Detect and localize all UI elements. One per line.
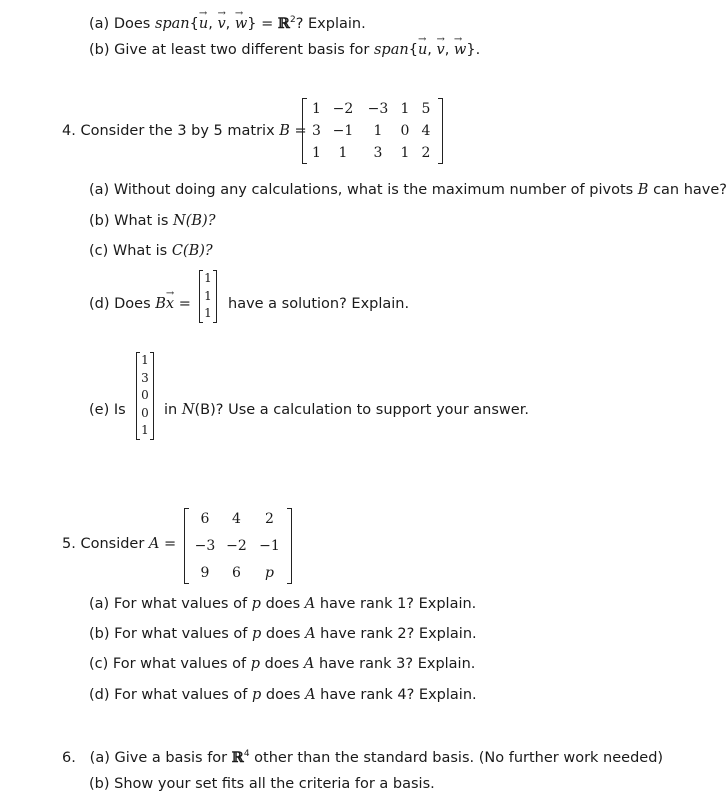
q4-intro-text: Consider the 3 by 5 matrix <box>80 123 275 139</box>
q3-part-a <box>89 11 366 33</box>
q5-d-label: (d) <box>89 687 110 703</box>
q4-matrix-name: B <box>279 123 290 139</box>
vector-entry: 0 <box>141 405 149 420</box>
matrix-cell: 6 <box>232 565 241 581</box>
q4-matrix-B <box>308 98 437 164</box>
q6-a-exp: 4 <box>243 749 250 759</box>
q6-number: 6. <box>62 749 76 766</box>
q4-e-N: N <box>181 402 195 418</box>
q4-e-label: (e) <box>89 402 110 418</box>
matrix-cell: 1 <box>400 145 410 161</box>
q4-e-column-vector <box>140 352 150 440</box>
q3-a-vec-u: u → <box>199 15 208 33</box>
q4-d-text: Does <box>114 296 151 312</box>
matrix-cell: 3 <box>373 145 383 161</box>
q5-d-p: p <box>252 687 262 703</box>
matrix-cell: 4 <box>232 511 241 527</box>
matrix-cell: −1 <box>259 538 280 554</box>
q3-b-span: span <box>373 42 409 58</box>
q4-d-eq: = <box>178 296 191 312</box>
q4-equals: = <box>294 123 307 139</box>
q5-equals: = <box>164 536 177 552</box>
matrix-cell: −3 <box>194 538 216 554</box>
q5-c-text: For what values of <box>112 656 247 672</box>
q5-d-text: For what values of <box>114 687 248 703</box>
q4-number: 4. <box>62 123 76 139</box>
vector-entry: 1 <box>204 271 212 285</box>
q4-d-label: (d) <box>89 296 110 312</box>
q3-a-label: (a) <box>89 15 110 32</box>
q3-a-exp: 2 <box>289 15 296 25</box>
vector-entry: 3 <box>141 370 149 385</box>
q3-a-comma: , <box>225 15 231 32</box>
q5-a-mid: does <box>265 596 301 612</box>
matrix-cell: 5 <box>421 101 431 117</box>
q4-a-text: Without doing any calculations, what is the maximum number of pivots <box>113 182 634 198</box>
q4-part-c <box>89 242 213 260</box>
q5-part-b <box>89 625 477 643</box>
q5-a-end: have rank 1? Explain. <box>319 596 477 612</box>
q5-b-mid: does <box>265 626 301 642</box>
q4-e-post: (B)? Use a calculation to support your answer. <box>194 402 529 418</box>
q6-a-label: (a) <box>89 749 110 766</box>
q5-part-a <box>89 595 476 613</box>
q4-b-N: N <box>173 213 186 229</box>
q6-part-a <box>62 745 663 767</box>
matrix-cell: 1 <box>400 101 410 117</box>
q3-b-open: { <box>408 42 418 58</box>
matrix-cell: 4 <box>421 123 431 139</box>
matrix-cell: 1 <box>312 101 321 117</box>
q4-d-vec-x: x → <box>166 295 174 313</box>
q3-part-b <box>89 41 480 59</box>
matrix-cell: −2 <box>332 101 354 117</box>
q4-e-text: Is <box>113 402 126 418</box>
q5-matrix-name: A <box>148 536 160 552</box>
vector-entry: 0 <box>141 388 149 402</box>
q4-part-d <box>89 295 191 313</box>
q5-a-label: (a) <box>89 596 110 612</box>
matrix-cell: 3 <box>312 123 321 139</box>
q5-part-c <box>89 655 475 673</box>
q5-part-d <box>89 686 477 704</box>
q3-b-vec-u: u → <box>418 41 427 59</box>
q6-a-post: other than the standard basis. (No further work needed) <box>254 749 664 766</box>
q4-b-label: (b) <box>89 213 110 229</box>
q4-e-rest <box>164 401 529 419</box>
matrix-cell: 2 <box>265 511 274 527</box>
q4-c-text: What is <box>112 243 168 259</box>
matrix-cell: 1 <box>312 145 321 161</box>
q3-b-close: }. <box>466 42 481 58</box>
vector-entry: 1 <box>204 288 212 303</box>
q3-a-open: { <box>189 15 199 32</box>
q4-c-C: C <box>171 243 183 259</box>
q5-b-end: have rank 2? Explain. <box>320 626 477 642</box>
q4-a-B: B <box>637 182 649 198</box>
q4-part-a <box>89 181 727 199</box>
q5-a-p: p <box>251 596 261 612</box>
q5-b-label: (b) <box>89 626 110 642</box>
q4-a-end: can have? <box>653 182 727 198</box>
q5-d-end: have rank 4? Explain. <box>320 687 477 703</box>
q5-matrix-A <box>190 508 286 584</box>
q3-b-comma: , <box>427 42 432 58</box>
matrix-cell: −3 <box>367 101 389 117</box>
q6-part-b <box>89 775 435 793</box>
q5-intro-text: Consider <box>80 536 145 552</box>
matrix-cell: 1 <box>373 123 383 139</box>
q4-d-B: B <box>155 296 166 312</box>
q5-c-A: A <box>303 656 315 672</box>
q4-part-e <box>89 401 126 419</box>
q5-b-text: For what values of <box>114 626 248 642</box>
q5-c-p: p <box>250 656 261 672</box>
q4-e-in: in <box>164 402 178 418</box>
q5-a-A: A <box>304 596 316 612</box>
q3-b-comma: , <box>444 42 450 58</box>
q5-a-text: For what values of <box>113 596 248 612</box>
q6-b-text: Show your set fits all the criteria for a basis. <box>114 776 435 792</box>
q3-a-comma: , <box>208 15 213 32</box>
q6-a-R: ℝ <box>231 748 244 766</box>
q4-intro <box>62 122 307 140</box>
matrix-cell: 2 <box>421 145 431 161</box>
matrix-cell: −2 <box>226 538 247 554</box>
q3-a-span: span <box>154 15 190 32</box>
q5-intro <box>62 535 176 553</box>
q4-d-post: have a solution? Explain. <box>228 296 410 312</box>
q4-b-text: What is <box>114 213 169 229</box>
q4-a-label: (a) <box>89 182 110 198</box>
q5-c-end: have rank 3? Explain. <box>318 656 476 672</box>
matrix-cell: −1 <box>332 123 354 139</box>
vector-entry: 1 <box>204 306 212 320</box>
q5-b-p: p <box>252 626 262 642</box>
matrix-cell: 9 <box>200 565 210 581</box>
q4-d-column-vector <box>203 270 213 323</box>
q4-part-b <box>89 212 215 230</box>
q4-b-arg: (B)? <box>185 213 216 229</box>
q3-a-close: } = <box>247 15 274 32</box>
q4-c-label: (c) <box>89 243 109 259</box>
matrix-cell: 1 <box>338 145 348 161</box>
q3-b-vec-v: v → <box>437 41 445 59</box>
q3-b-vec-w: w → <box>454 41 466 59</box>
q5-d-mid: does <box>265 687 301 703</box>
q3-b-pre: Give at least two different basis for <box>114 42 370 58</box>
q5-d-A: A <box>305 687 316 703</box>
q6-a-pre: Give a basis for <box>114 749 228 766</box>
q5-number: 5. <box>62 536 76 552</box>
q6-b-label: (b) <box>89 776 110 792</box>
q5-c-mid: does <box>264 656 300 672</box>
vector-entry: 1 <box>141 423 149 437</box>
q5-c-label: (c) <box>89 656 109 672</box>
vector-entry: 1 <box>141 353 149 367</box>
matrix-cell: 6 <box>200 511 210 527</box>
q3-a-vec-v: v → <box>217 15 225 33</box>
q3-a-R: ℝ <box>277 14 290 32</box>
q3-b-label: (b) <box>89 42 110 58</box>
q3-a-pre: Does <box>113 15 151 32</box>
q3-a-vec-w: w → <box>235 15 247 33</box>
q5-b-A: A <box>305 626 316 642</box>
q3-a-post: ? Explain. <box>295 15 366 32</box>
matrix-cell: p <box>265 565 274 581</box>
q4-c-arg: (B)? <box>182 243 213 259</box>
matrix-cell: 0 <box>400 123 410 139</box>
